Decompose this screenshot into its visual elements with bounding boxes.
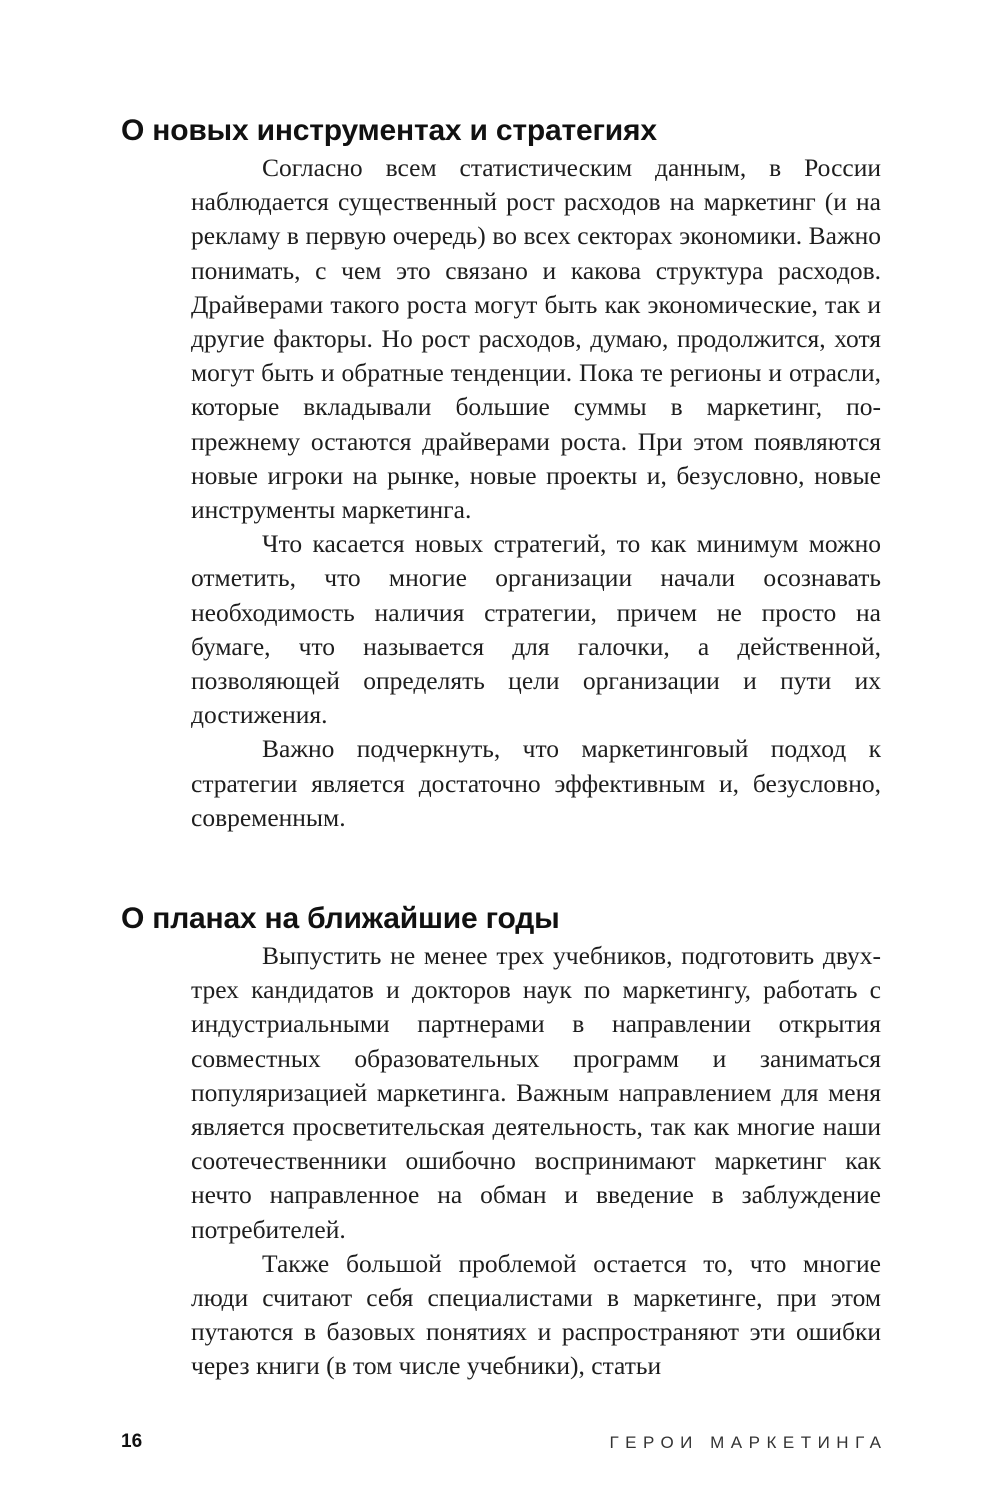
- paragraph: Что касается новых стратегий, то как минимум можно отметить, что многие организации начали осознавать необходимость наличия стратегии, причем не просто на бумаге, что называется для галочки, а действенной, позволяющей определять цели организации и пути их достижения.: [191, 529, 881, 730]
- page-number: 16: [121, 1431, 143, 1452]
- section-body-new-tools: [191, 151, 881, 835]
- paragraph: Выпустить не менее трех учебников, подготовить двух-трех кандидатов и докторов наук по маркетингу, работать с индустриальными партнерами в направлении открытия совместных образовательных программ и заниматься популяризацией маркетинга. Важным направлением для меня является просветительская деятельность, так как многие наши соотечественники ошибочно воспринимают маркетинг как нечто направленное на обман и введение в заблуждение потребителей.: [191, 941, 881, 1244]
- paragraph: Согласно всем статистическим данным, в России наблюдается существенный рост расходов на маркетинг (и на рекламу в первую очередь) во всех секторах экономики. Важно понимать, с чем это связано и какова структура расходов. Драйверами такого роста могут быть как экономические, так и другие факторы. Но рост расходов, думаю, продолжится, хотя могут быть и обратные тенденции. Пока те регионы и отрасли, которые вкладывали большие суммы в маркетинг, по-прежнему остаются драйверами роста. При этом появляются новые игроки на рынке, новые проекты и, безусловно, новые инструменты маркетинга.: [191, 153, 881, 525]
- section-heading-plans: О планах на ближайшие годы: [121, 902, 560, 935]
- section-heading-new-tools: О новых инструментах и стратегиях: [121, 114, 657, 147]
- paragraph: Важно подчеркнуть, что маркетинговый подход к стратегии является достаточно эффективным и, безусловно, современным.: [191, 734, 881, 832]
- section-body-plans: [191, 939, 881, 1384]
- paragraph: Также большой проблемой остается то, что многие люди считают себя специалистами в маркетинге, при этом путаются в базовых понятиях и распространяют эти ошибки через книги (в том числе учебники), статьи: [191, 1248, 881, 1381]
- running-title: ГЕРОИ МАРКЕТИНГА: [609, 1433, 888, 1452]
